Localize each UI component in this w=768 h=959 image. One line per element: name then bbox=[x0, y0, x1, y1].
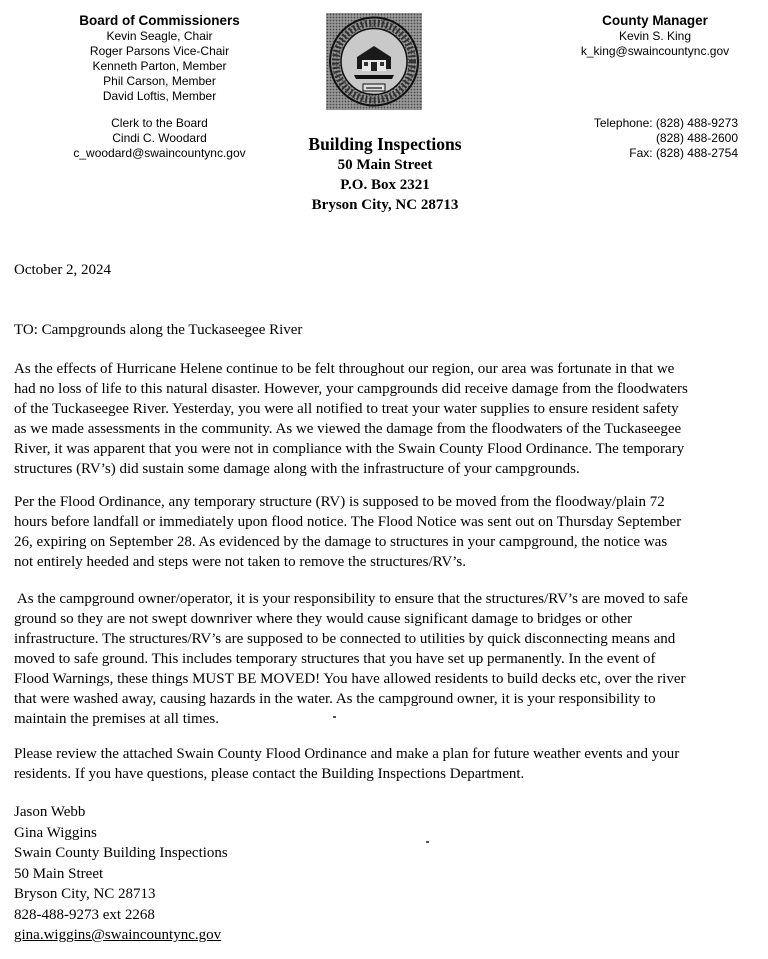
paragraph-line: River, it was apparent that you were not in compliance with the Swain County Flood Ordinance. The temporary bbox=[14, 441, 685, 457]
scan-speck bbox=[333, 716, 336, 718]
county-seal-icon bbox=[326, 13, 422, 110]
board-title: Board of Commissioners bbox=[79, 13, 240, 28]
signer-name: Gina Wiggins bbox=[14, 824, 97, 841]
office-address-block bbox=[290, 133, 480, 215]
paragraph-line: that were washed away, causing hazards in the water. As the campground owner, it is your responsibility to bbox=[14, 691, 656, 707]
board-of-commissioners bbox=[42, 13, 277, 104]
manager-title: County Manager bbox=[602, 13, 708, 28]
manager-name: Kevin S. King bbox=[618, 29, 692, 43]
paragraph-2 bbox=[14, 492, 754, 572]
paragraph-line: As the effects of Hurricane Helene continue to be felt throughout our region, our area was fortunate in that we bbox=[14, 361, 675, 377]
paragraph-line: As the campground owner/operator, it is your responsibility to ensure that the structures/RV’s are moved to safe bbox=[14, 591, 688, 607]
signer-email-link[interactable]: gina.wiggins@swaincountync.gov bbox=[14, 927, 222, 943]
paragraph-line: Please review the attached Swain County Flood Ordinance and make a plan for future weather events and your bbox=[14, 746, 680, 762]
paragraph-1 bbox=[14, 359, 754, 479]
office-po-box: P.O. Box 2321 bbox=[340, 177, 430, 193]
board-member: Phil Carson, Member bbox=[103, 74, 216, 88]
fax-line: Fax: (828) 488-2754 bbox=[629, 146, 738, 160]
signer-name: Jason Webb bbox=[14, 804, 86, 820]
clerk-block bbox=[42, 116, 277, 161]
paragraph-line: moved to safe ground. This includes temporary structures that you have set up permanently. In the event of bbox=[14, 651, 656, 667]
letter-recipient: TO: Campgrounds along the Tuckaseegee River bbox=[14, 322, 303, 338]
phone-block bbox=[560, 116, 738, 161]
paragraph-line: had no loss of life to this natural disaster. However, your campgrounds did receive damage from the floodwaters bbox=[14, 381, 688, 397]
manager-email[interactable]: k_king@swaincountync.gov bbox=[580, 44, 730, 58]
board-member: Kenneth Parton, Member bbox=[92, 59, 227, 73]
signer-department: Swain County Building Inspections bbox=[14, 845, 228, 861]
paragraph-line: Per the Flood Ordinance, any temporary structure (RV) is supposed to be moved from the floodway/plain 72 bbox=[14, 494, 665, 510]
signer-city: Bryson City, NC 28713 bbox=[14, 886, 156, 902]
paragraph-line: Flood Warnings, these things MUST BE MOVED! You have allowed residents to build decks etc, over the river bbox=[14, 671, 686, 687]
paragraph-line: structures (RV’s) did sustain some damage along with the infrastructure of your campgrounds. bbox=[14, 461, 580, 477]
clerk-title: Clerk to the Board bbox=[111, 116, 208, 130]
letter-date: October 2, 2024 bbox=[14, 262, 112, 278]
board-member: Kevin Seagle, Chair bbox=[106, 29, 213, 43]
office-city: Bryson City, NC 28713 bbox=[311, 197, 459, 213]
office-street: 50 Main Street bbox=[337, 157, 433, 173]
paragraph-line: maintain the premises at all times. bbox=[14, 711, 219, 727]
telephone-line: Telephone: (828) 488-9273 bbox=[593, 116, 738, 130]
paragraph-line: infrastructure. The structures/RV’s are supposed to be connected to utilities by quick disconnecting means and bbox=[14, 631, 676, 647]
office-name: Building Inspections bbox=[308, 134, 462, 154]
paragraph-line: residents. If you have questions, please contact the Building Inspections Department. bbox=[14, 766, 525, 782]
clerk-email[interactable]: c_woodard@swaincountync.gov bbox=[73, 146, 246, 160]
paragraph-4 bbox=[14, 744, 754, 784]
paragraph-line: not entirely heeded and steps were not taken to remove the structures/RV’s. bbox=[14, 554, 466, 570]
paragraph-3 bbox=[14, 589, 754, 729]
paragraph-line: as we made assessments in the community. As we viewed the damage from the floodwaters of the Tuckaseegee bbox=[14, 421, 682, 437]
signer-street: 50 Main Street bbox=[14, 865, 104, 882]
paragraph-line: of the Tuckaseegee River. Yesterday, you were all notified to treat your water supplies to ensure resident safety bbox=[14, 401, 679, 417]
signature-block bbox=[14, 802, 754, 946]
county-manager-block bbox=[560, 13, 750, 59]
paragraph-line: ground so they are not swept downriver where they would cause significant damage to bridges or other bbox=[14, 611, 633, 627]
board-member: Roger Parsons Vice-Chair bbox=[89, 44, 230, 58]
paragraph-line: hours before landfall or immediately upon flood notice. The Flood Notice was sent out on Thursday September bbox=[14, 514, 682, 530]
clerk-name: Cindi C. Woodard bbox=[112, 131, 207, 145]
paragraph-line: 26, expiring on September 28. As evidenced by the damage to structures in your campground, the notice was bbox=[14, 534, 668, 550]
telephone-line: (828) 488-2600 bbox=[655, 131, 738, 145]
board-member: David Loftis, Member bbox=[102, 89, 217, 103]
signer-phone: 828-488-9273 ext 2268 bbox=[14, 906, 155, 923]
